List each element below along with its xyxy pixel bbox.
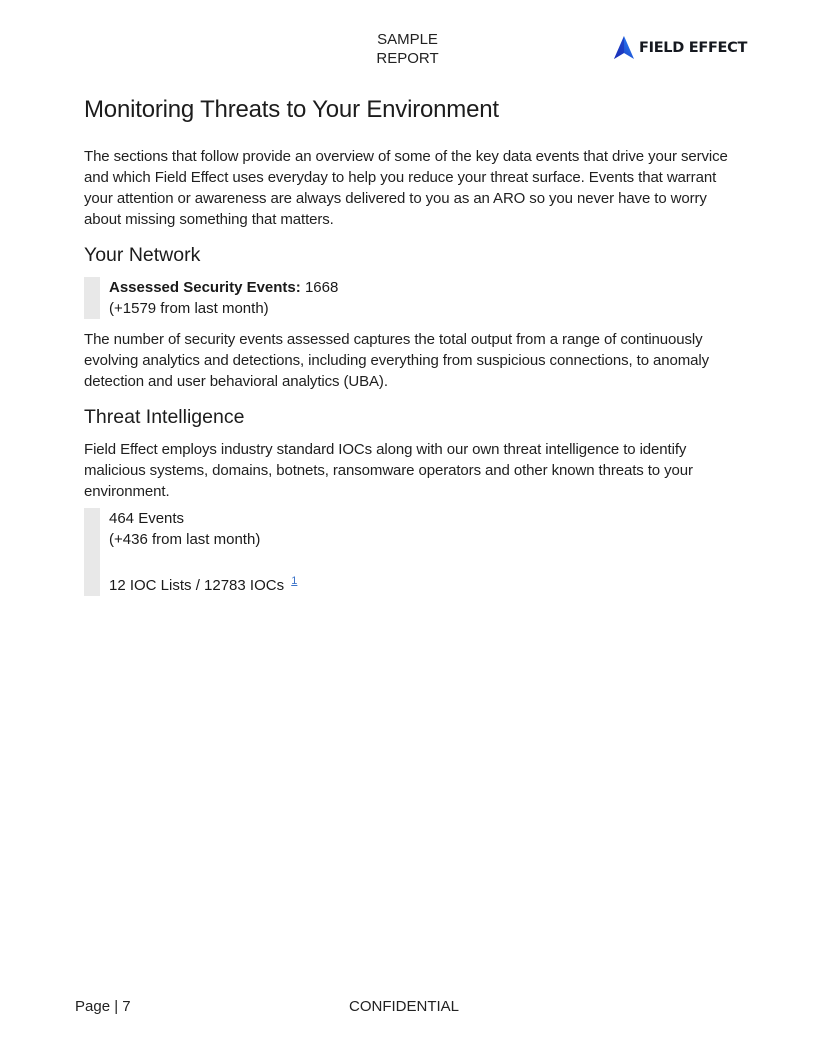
brand-logo [613,36,747,60]
assessed-events-value: 1668 [304,279,339,296]
callout-spacer [109,550,744,571]
threat-events-count: 464 Events [109,510,185,527]
footnote-link[interactable]: 1 [291,575,298,587]
report-label-line1: SAMPLE [377,31,438,48]
confidential-label: CONFIDENTIAL [349,998,460,1015]
intro-paragraph: The sections that follow provide an overview of some of the key data events that drive your service and which Field Effect uses everyday to help you reduce your threat surface. Events that warrant your attention or awareness are always delivered to you as an ARO so you never have to worry about missing something that matters. [84,148,728,228]
assessed-events-line [109,277,744,298]
section-heading-threat-intelligence: Threat Intelligence [84,406,245,428]
ioc-summary-line [109,571,744,596]
report-label-line2: REPORT [376,50,439,67]
network-description: The number of security events assessed captures the total output from a range of continuously evolving analytics and detections, including everything from suspicious connections, to anomaly detection and user behavioral analytics (UBA). [84,331,710,390]
ioc-summary: 12 IOC Lists / 12783 IOCs [109,577,285,594]
threat-events-change: (+436 from last month) [109,531,261,548]
assessed-events-change: (+1579 from last month) [109,300,269,317]
threat-intel-description: Field Effect employs industry standard IOCs along with our own threat intelligence to identify malicious systems, domains, botnets, ransomware operators and other known threats to your environment. [84,441,693,500]
brand-name: FIELD EFFECT [639,40,748,56]
report-label [360,30,455,68]
page-number: Page | 7 [75,998,131,1015]
section-heading-your-network: Your Network [84,244,201,266]
page-title: Monitoring Threats to Your Environment [84,96,499,123]
field-effect-logo-icon [613,36,635,60]
assessed-events-label: Assessed Security Events: [109,279,301,296]
page-content [84,96,744,606]
network-stat-callout [84,277,744,319]
threat-intel-callout [84,508,744,596]
